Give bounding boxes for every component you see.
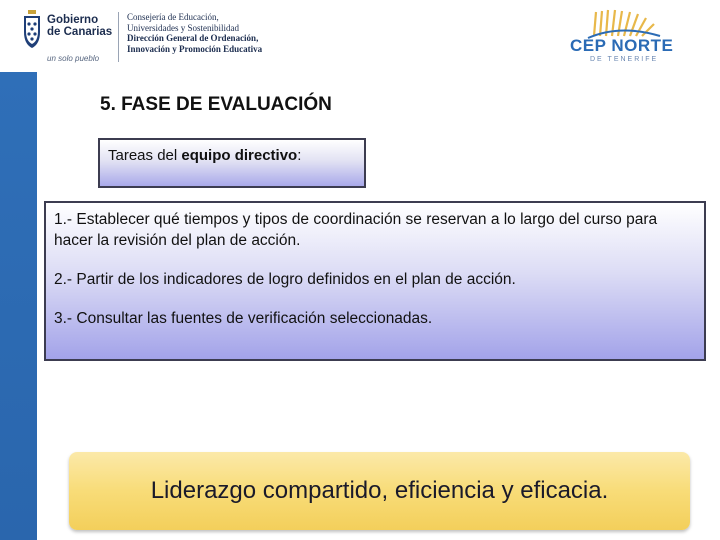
task-list-box (44, 201, 706, 361)
left-accent-bar (0, 72, 37, 540)
gobierno-name (47, 14, 112, 38)
gobierno-line1: Gobierno (47, 14, 99, 26)
tasks-heading-box (98, 138, 366, 188)
cep-subtitle: DE TENERIFE (590, 56, 659, 63)
gobierno-tagline: un solo pueblo (47, 54, 100, 63)
list-item: 2.- Partir de los indicadores de logro definidos en el plan de acción. (54, 271, 516, 288)
consejeria-block (127, 12, 262, 54)
sun-rays-icon (560, 6, 680, 40)
list-item: 1.- Establecer qué tiempos y tipos de coordinación se reservan a lo largo del curso para hacer la revisión del plan de acción. (54, 211, 658, 249)
consejeria-line3: Dirección General de Ordenación, (127, 33, 259, 43)
canarias-crest-icon (20, 10, 44, 50)
cep-norte-logo (560, 6, 680, 66)
consejeria-line1: Consejería de Educación, (127, 12, 219, 22)
gobierno-line2: de Canarias (47, 26, 113, 38)
header-divider (118, 12, 119, 62)
tasks-prefix: Tareas del (108, 147, 182, 164)
tasks-suffix: : (297, 147, 302, 164)
list-item: 3.- Consultar las fuentes de verificación seleccionadas. (54, 310, 433, 327)
consejeria-line2: Universidades y Sostenibilidad (127, 22, 239, 33)
section-title: 5. FASE DE EVALUACIÓN (100, 94, 332, 115)
footer-callout (69, 452, 690, 530)
gobierno-canarias-logo (14, 8, 114, 66)
cep-name: CEP NORTE (570, 36, 674, 55)
tasks-bold: equipo directivo (181, 147, 298, 164)
consejeria-line4: Innovación y Promoción Educativa (127, 43, 263, 54)
footer-text: Liderazgo compartido, eficiencia y eficacia. (150, 477, 609, 504)
